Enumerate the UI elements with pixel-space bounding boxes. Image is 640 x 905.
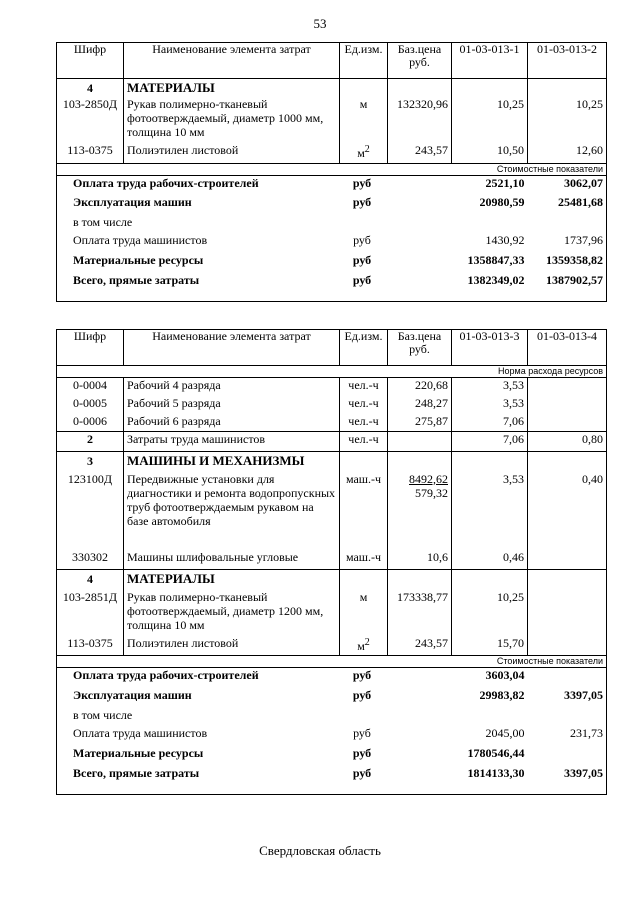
row-code: 0-0005	[57, 396, 124, 414]
header-col-1: 01-03-013-1	[452, 43, 528, 79]
row-unit: маш.-ч	[340, 550, 388, 570]
resource-norm-caption: Норма расхода ресурсов	[57, 366, 607, 378]
summary-label: Оплата труда рабочих-строителей	[73, 668, 259, 682]
header-col-3: 01-03-013-3	[452, 330, 528, 366]
header-price: Баз.цена руб.	[388, 330, 452, 366]
summary-row	[57, 668, 607, 688]
row-code: 103-2850Д	[57, 97, 124, 143]
row-value-1: 15,70	[452, 636, 528, 656]
row-code: 0-0004	[57, 378, 124, 396]
header-code: Шифр	[57, 330, 124, 366]
summary-value-2	[528, 668, 607, 688]
summary-unit: руб	[352, 175, 372, 190]
row-name: Рукав полимерно-тканевый фотоотверждаемый, диаметр 1000 мм, толщина 10 мм	[124, 97, 340, 143]
row-name: Передвижные установки для диагностики и ремонта водопропускных труб фотоотверждаемым рукавом на базе автомобиля	[124, 472, 340, 550]
summary-row	[57, 273, 607, 302]
summary-value-1: 2521,10	[485, 175, 525, 190]
row-price	[388, 432, 452, 452]
summary-value-1: 20980,59	[479, 195, 525, 209]
row-unit: чел.-ч	[340, 414, 388, 432]
row-price: 132320,96	[388, 97, 452, 143]
row-value-1: 10,25	[452, 97, 528, 143]
row-price	[388, 472, 452, 550]
row-value-1: 10,50	[452, 143, 528, 163]
summary-row	[57, 726, 607, 746]
row-value-1: 3,53	[452, 472, 528, 550]
section-title: МАШИНЫ И МЕХАНИЗМЫ	[124, 452, 340, 472]
summary-label: Оплата труда машинистов	[73, 725, 208, 740]
summary-unit: руб	[353, 233, 371, 247]
summary-value-1: 1780546,44	[467, 745, 525, 760]
header-name: Наименование элемента затрат	[124, 330, 340, 366]
summary-row	[57, 766, 607, 795]
row-price: 220,68	[388, 378, 452, 396]
table-row	[57, 636, 607, 656]
summary-label: в том числе	[73, 215, 133, 229]
header-unit: Ед.изм.	[340, 330, 388, 366]
summary-row	[57, 688, 607, 708]
row-price: 243,57	[388, 636, 452, 656]
row-name: Машины шлифовальные угловые	[124, 550, 340, 570]
row-price: 248,27	[388, 396, 452, 414]
row-name: Рукав полимерно-тканевый фотоотверждаемый, диаметр 1200 мм, толщина 10 мм	[124, 590, 340, 636]
cost-indicators-caption: Стоимостные показатели	[57, 163, 607, 175]
footer-region: Свердловская область	[259, 843, 381, 858]
summary-value-2: 3062,07	[564, 175, 603, 190]
table-row	[57, 97, 607, 143]
summary-row	[57, 215, 607, 233]
summary-label: Эксплуатация машин	[73, 195, 192, 209]
row-code: 113-0375	[57, 143, 124, 163]
row-value-2	[528, 396, 607, 414]
row-name: Рабочий 6 разряда	[124, 414, 340, 432]
summary-label: Всего, прямые затраты	[73, 765, 200, 780]
section-row	[57, 79, 607, 98]
table-row	[57, 590, 607, 636]
row-code: 113-0375	[57, 636, 124, 656]
summary-value-1: 2045,00	[485, 725, 525, 740]
row-value-1: 3,53	[452, 378, 528, 396]
summary-row	[57, 195, 607, 215]
section-code: 4	[57, 570, 124, 590]
row-value-1: 7,06	[452, 432, 528, 452]
section-title: МАТЕРИАЛЫ	[124, 570, 340, 590]
table-row	[57, 143, 607, 163]
summary-value-2	[528, 746, 607, 766]
row-price: 243,57	[388, 143, 452, 163]
summary-unit: руб	[352, 273, 372, 287]
row-value-2	[528, 414, 607, 432]
summary-unit: руб	[352, 195, 372, 209]
cost-indicators-caption: Стоимостные показатели	[57, 656, 607, 668]
row-value-2: 10,25	[528, 97, 607, 143]
row-unit: чел.-ч	[340, 396, 388, 414]
row-name: Полиэтилен листовой	[124, 143, 340, 163]
header-col-2: 01-03-013-2	[528, 43, 607, 79]
row-name: Рабочий 5 разряда	[124, 396, 340, 414]
section-code: 4	[57, 79, 124, 98]
summary-value-2: 1387902,57	[546, 273, 603, 287]
header-price: Баз.цена руб.	[388, 43, 452, 79]
row-value-1: 7,06	[452, 414, 528, 432]
summary-value-2: 3397,05	[564, 687, 603, 702]
summary-unit: руб	[352, 765, 372, 780]
summary-value-1: 1382349,02	[467, 273, 525, 287]
row-value-1: 3,53	[452, 396, 528, 414]
summary-value-2: 25481,68	[558, 195, 603, 209]
section-code: 3	[57, 452, 124, 472]
summary-row	[57, 708, 607, 726]
section-row	[57, 452, 607, 472]
row-price-main: 8492,62	[409, 471, 448, 486]
summary-label: в том числе	[73, 707, 133, 722]
summary-label: Материальные ресурсы	[73, 745, 204, 760]
table-row	[57, 414, 607, 432]
summary-label: Эксплуатация машин	[73, 687, 192, 702]
summary-unit: руб	[352, 687, 372, 702]
summary-unit: руб	[352, 745, 372, 760]
row-unit: м	[340, 97, 388, 143]
table-row	[57, 396, 607, 414]
header-code: Шифр	[57, 43, 124, 79]
row-unit: чел.-ч	[340, 378, 388, 396]
row-value-2: 0,80	[528, 432, 607, 452]
summary-value-2: 231,73	[570, 725, 603, 740]
row-value-1: 0,46	[452, 550, 528, 570]
summary-unit: руб	[353, 725, 371, 740]
row-unit: $м^2$	[340, 143, 388, 163]
section-title: МАТЕРИАЛЫ	[124, 79, 340, 98]
summary-unit: руб	[352, 668, 372, 682]
header-col-4: 01-03-013-4	[528, 330, 607, 366]
summary-row	[57, 233, 607, 253]
summary-value-1: 1814133,30	[467, 765, 525, 780]
row-name: Рабочий 4 разряда	[124, 378, 340, 396]
summary-value-1: 29983,82	[479, 687, 525, 702]
caption-row	[57, 163, 607, 175]
row-price: 173338,77	[388, 590, 452, 636]
cost-table-2	[56, 329, 607, 795]
row-code: 2	[57, 432, 124, 452]
header-unit: Ед.изм.	[340, 43, 388, 79]
row-price: 10,6	[388, 550, 452, 570]
summary-label: Всего, прямые затраты	[73, 273, 200, 287]
summary-row	[57, 253, 607, 273]
summary-value-1: 3603,04	[485, 668, 525, 682]
caption-row	[57, 366, 607, 378]
summary-label: Оплата труда рабочих-строителей	[73, 175, 259, 190]
row-price: 275,87	[388, 414, 452, 432]
table-row	[57, 472, 607, 550]
row-value-2	[528, 636, 607, 656]
summary-row	[57, 175, 607, 195]
table-row	[57, 432, 607, 452]
row-value-2	[528, 550, 607, 570]
header-name: Наименование элемента затрат	[124, 43, 340, 79]
table-row	[57, 378, 607, 396]
summary-unit: руб	[352, 253, 372, 267]
summary-value-1: 1430,92	[485, 233, 525, 247]
table-row	[57, 550, 607, 570]
row-value-2: 12,60	[528, 143, 607, 163]
row-code: 330302	[57, 550, 124, 570]
summary-row	[57, 746, 607, 766]
summary-label: Оплата труда машинистов	[73, 233, 208, 247]
summary-label: Материальные ресурсы	[73, 253, 204, 267]
row-unit: м	[340, 590, 388, 636]
page-number: 53	[313, 16, 327, 31]
row-name: Полиэтилен листовой	[124, 636, 340, 656]
caption-row	[57, 656, 607, 668]
row-name: Затраты труда машинистов	[124, 432, 340, 452]
summary-value-1: 1358847,33	[467, 253, 525, 267]
row-unit: $м^2$	[340, 636, 388, 656]
row-value-2: 0,40	[528, 472, 607, 550]
row-unit: чел.-ч	[340, 432, 388, 452]
row-price-secondary: 579,32	[415, 485, 448, 500]
summary-value-2: 1737,96	[564, 233, 603, 247]
section-row	[57, 570, 607, 590]
cost-table-1	[56, 42, 607, 302]
summary-value-2: 3397,05	[564, 765, 603, 780]
row-value-1: 10,25	[452, 590, 528, 636]
summary-value-2: 1359358,82	[546, 253, 603, 267]
row-value-2	[528, 378, 607, 396]
row-code: 103-2851Д	[57, 590, 124, 636]
row-value-2	[528, 590, 607, 636]
row-code: 123100Д	[57, 472, 124, 550]
row-unit: маш.-ч	[340, 472, 388, 550]
row-code: 0-0006	[57, 414, 124, 432]
